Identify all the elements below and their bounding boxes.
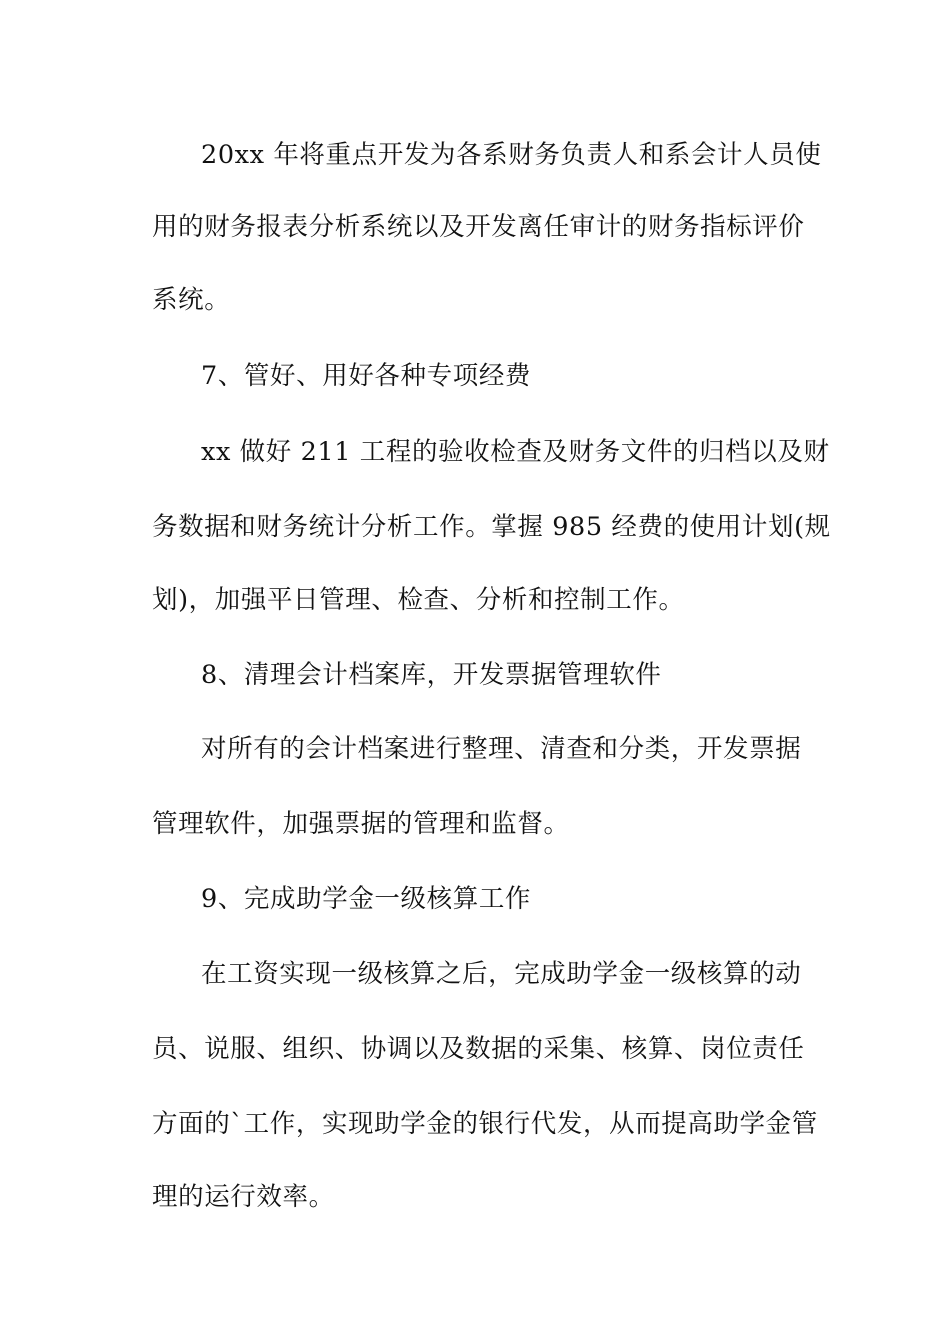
paragraph-line: 系统。 bbox=[152, 285, 231, 315]
paragraph-line: 对所有的会计档案进行整理、清查和分类，开发票据 bbox=[201, 734, 802, 764]
paragraph-line: 员、说服、组织、协调以及数据的采集、核算、岗位责任 bbox=[152, 1034, 805, 1064]
section-heading: 9、完成助学金一级核算工作 bbox=[201, 884, 532, 914]
paragraph-line: 理的运行效率。 bbox=[152, 1182, 335, 1212]
paragraph-line: 务数据和财务统计分析工作。掌握 985 经费的使用计划(规 bbox=[152, 512, 831, 542]
paragraph-line: 管理软件，加强票据的管理和监督。 bbox=[152, 809, 570, 839]
paragraph-line: 划)，加强平日管理、检查、分析和控制工作。 bbox=[152, 585, 685, 615]
section-heading: 8、清理会计档案库，开发票据管理软件 bbox=[201, 660, 662, 690]
section-heading: 7、管好、用好各种专项经费 bbox=[201, 361, 532, 391]
paragraph-line: 20xx 年将重点开发为各系财务负责人和系会计人员使 bbox=[201, 140, 822, 170]
paragraph-line: 方面的`工作，实现助学金的银行代发，从而提高助学金管 bbox=[152, 1109, 818, 1139]
paragraph-line: xx 做好 211 工程的验收检查及财务文件的归档以及财 bbox=[201, 437, 830, 467]
paragraph-line: 在工资实现一级核算之后，完成助学金一级核算的动 bbox=[201, 959, 802, 989]
paragraph-line: 用的财务报表分析系统以及开发离任审计的财务指标评价 bbox=[152, 212, 805, 242]
